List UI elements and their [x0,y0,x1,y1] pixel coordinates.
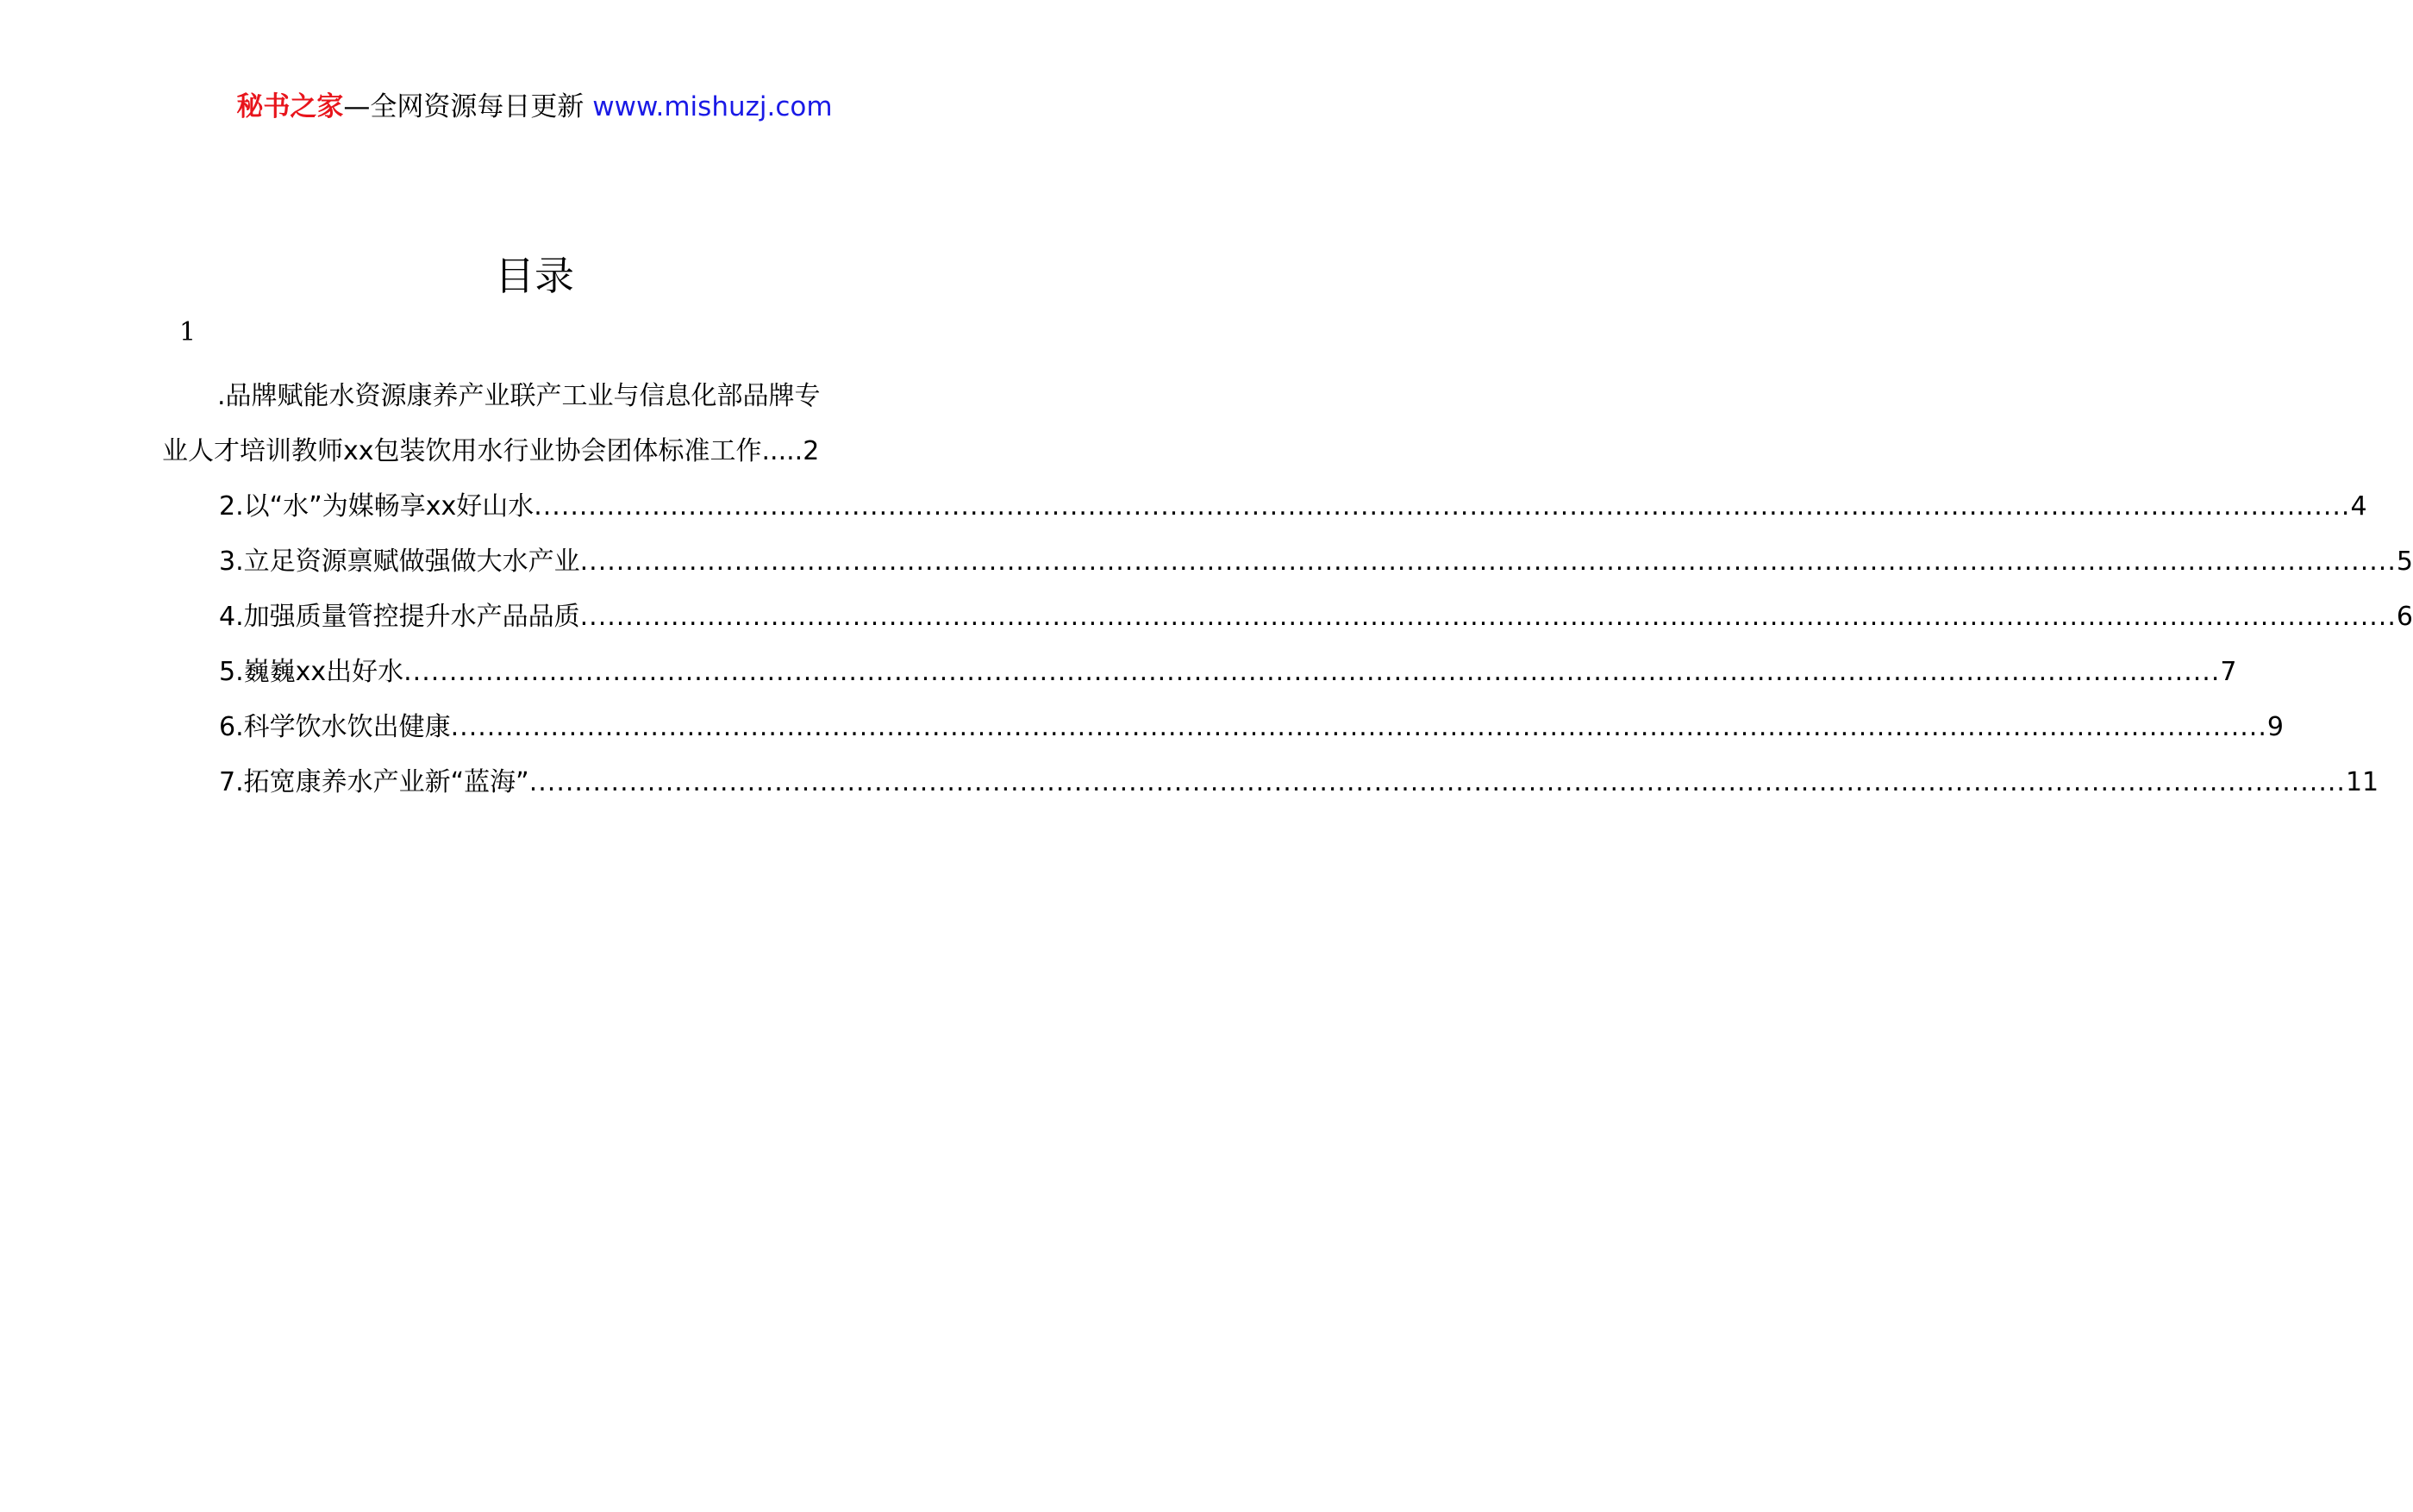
toc-entry-title: 7.拓宽康养水产业新“蓝海” [219,767,529,797]
table-of-contents [162,369,2413,810]
toc-leader-dots: ........................................................................................................................................................................................................ [579,547,2397,577]
toc-leader-dots: ........................................................................................................................................................................................................ [403,657,2221,687]
site-brand: 秘书之家 [236,91,344,122]
toc-leader-dots: ........................................................................................................................................................................................................ [450,712,2267,742]
toc-entry-title: 4.加强质量管控提升水产品品质 [219,602,580,632]
toc-entry-1-line1: .品牌赋能水资源康养产业联产工业与信息化部品牌专 [217,381,821,411]
toc-entry[interactable] [162,645,2237,700]
toc-entry-page: 7 [2220,657,2237,687]
toc-entry-page: 6 [2396,602,2413,632]
toc-entry-title: 3.立足资源禀赋做强做大水产业 [219,547,580,577]
toc-entry-1-dots: ..... [761,436,803,466]
toc-entry-page: 9 [2266,712,2284,742]
toc-leader-dots: ........................................................................................................................................................................................................ [528,767,2346,797]
toc-entry-page: 5 [2396,547,2413,577]
toc-leader-dots: ........................................................................................................................................................................................................ [579,602,2397,632]
stray-number: 1 [179,317,197,347]
site-url-link[interactable]: www.mishuzj.com [592,91,833,122]
toc-entry-1[interactable] [162,369,905,479]
toc-leader-dots: ........................................................................................................................................................................................................ [534,491,2351,522]
toc-entry-title: 6.科学饮水饮出健康 [219,712,451,742]
site-header [0,88,1069,126]
toc-entry-page: 11 [2345,767,2379,797]
toc-entry-title: 5.巍巍xx出好水 [219,657,404,687]
toc-entry[interactable] [162,755,2379,810]
toc-entry-1-line2-row [162,424,905,479]
page-title: 目录 [495,253,574,299]
site-slogan: —全网资源每日更新 [343,91,584,122]
toc-entry[interactable] [162,534,2413,590]
toc-entry-1-line2: 业人才培训教师xx包装饮用水行业协会团体标准工作 [162,436,762,466]
toc-entry-title: 2.以“水”为媒畅享xx好山水 [219,491,534,522]
toc-entry[interactable] [162,479,2367,534]
toc-entry-page: 4 [2350,491,2367,522]
toc-entry[interactable] [162,700,2284,755]
toc-entry[interactable] [162,590,2413,645]
toc-entry-1-page: 2 [803,436,820,466]
